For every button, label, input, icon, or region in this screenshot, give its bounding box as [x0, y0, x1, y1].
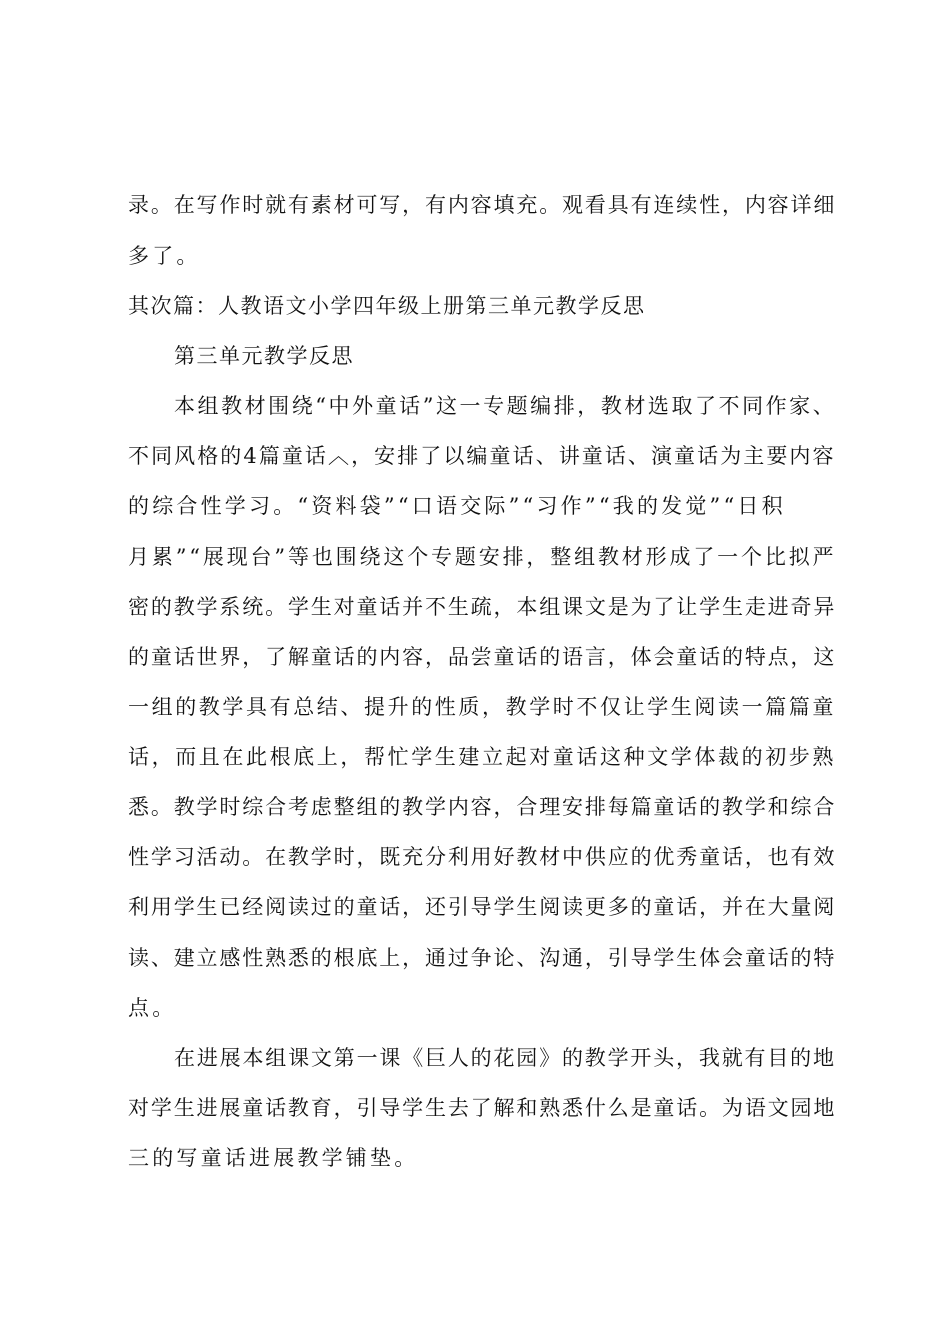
text-line: 在进展本组课文第一课《巨人的花园》的教学开头，我就有目的地: [174, 1046, 836, 1070]
text-line: 本组教材围绕“中外童话”这一专题编排，教材选取了不同作家、: [174, 394, 837, 418]
text-line: 不同风格的4篇童话︿，安排了以编童话、讲童话、演童话为主要内容: [128, 444, 836, 468]
text-line: 悉。教学时综合考虑整组的教学内容，合理安排每篇童话的教学和综合: [128, 795, 837, 819]
section-heading: 其次篇：人教语文小学四年级上册第三单元教学反思: [128, 294, 646, 318]
text-line: 月累”“展现台”等也围绕这个专题安排，整组教材形成了一个比拟严: [128, 545, 837, 569]
text-line: 的综合性学习。“资料袋”“口语交际”“习作”“我的发觉”“日积: [128, 494, 786, 518]
subsection-heading: 第三单元教学反思: [174, 344, 354, 368]
text-line: 对学生进展童话教育，引导学生去了解和熟悉什么是童话。为语文园地: [128, 1096, 837, 1120]
text-line: 一组的教学具有总结、提升的性质，教学时不仅让学生阅读一篇篇童: [128, 695, 836, 719]
text-line: 读、建立感性熟悉的根底上，通过争论、沟通，引导学生体会童话的特: [128, 946, 837, 970]
text-line: 录。在写作时就有素材可写，有内容填充。观看具有连续性，内容详细: [128, 193, 837, 217]
text-line: 话，而且在此根底上，帮忙学生建立起对童话这种文学体裁的初步熟: [128, 745, 836, 769]
text-line: 性学习活动。在教学时，既充分利用好教材中供应的优秀童话，也有效: [128, 845, 837, 869]
text-line: 的童话世界，了解童话的内容，品尝童话的语言，体会童话的特点，这: [128, 645, 837, 669]
text-line: 三的写童话进展教学铺垫。: [128, 1146, 419, 1170]
text-line: 利用学生已经阅读过的童话，还引导学生阅读更多的童话，并在大量阅: [128, 895, 837, 919]
text-line: 密的教学系统。学生对童话并不生疏，本组课文是为了让学生走进奇异: [128, 595, 837, 619]
text-line: 多了。: [128, 244, 201, 268]
text-line: 点。: [128, 996, 177, 1020]
